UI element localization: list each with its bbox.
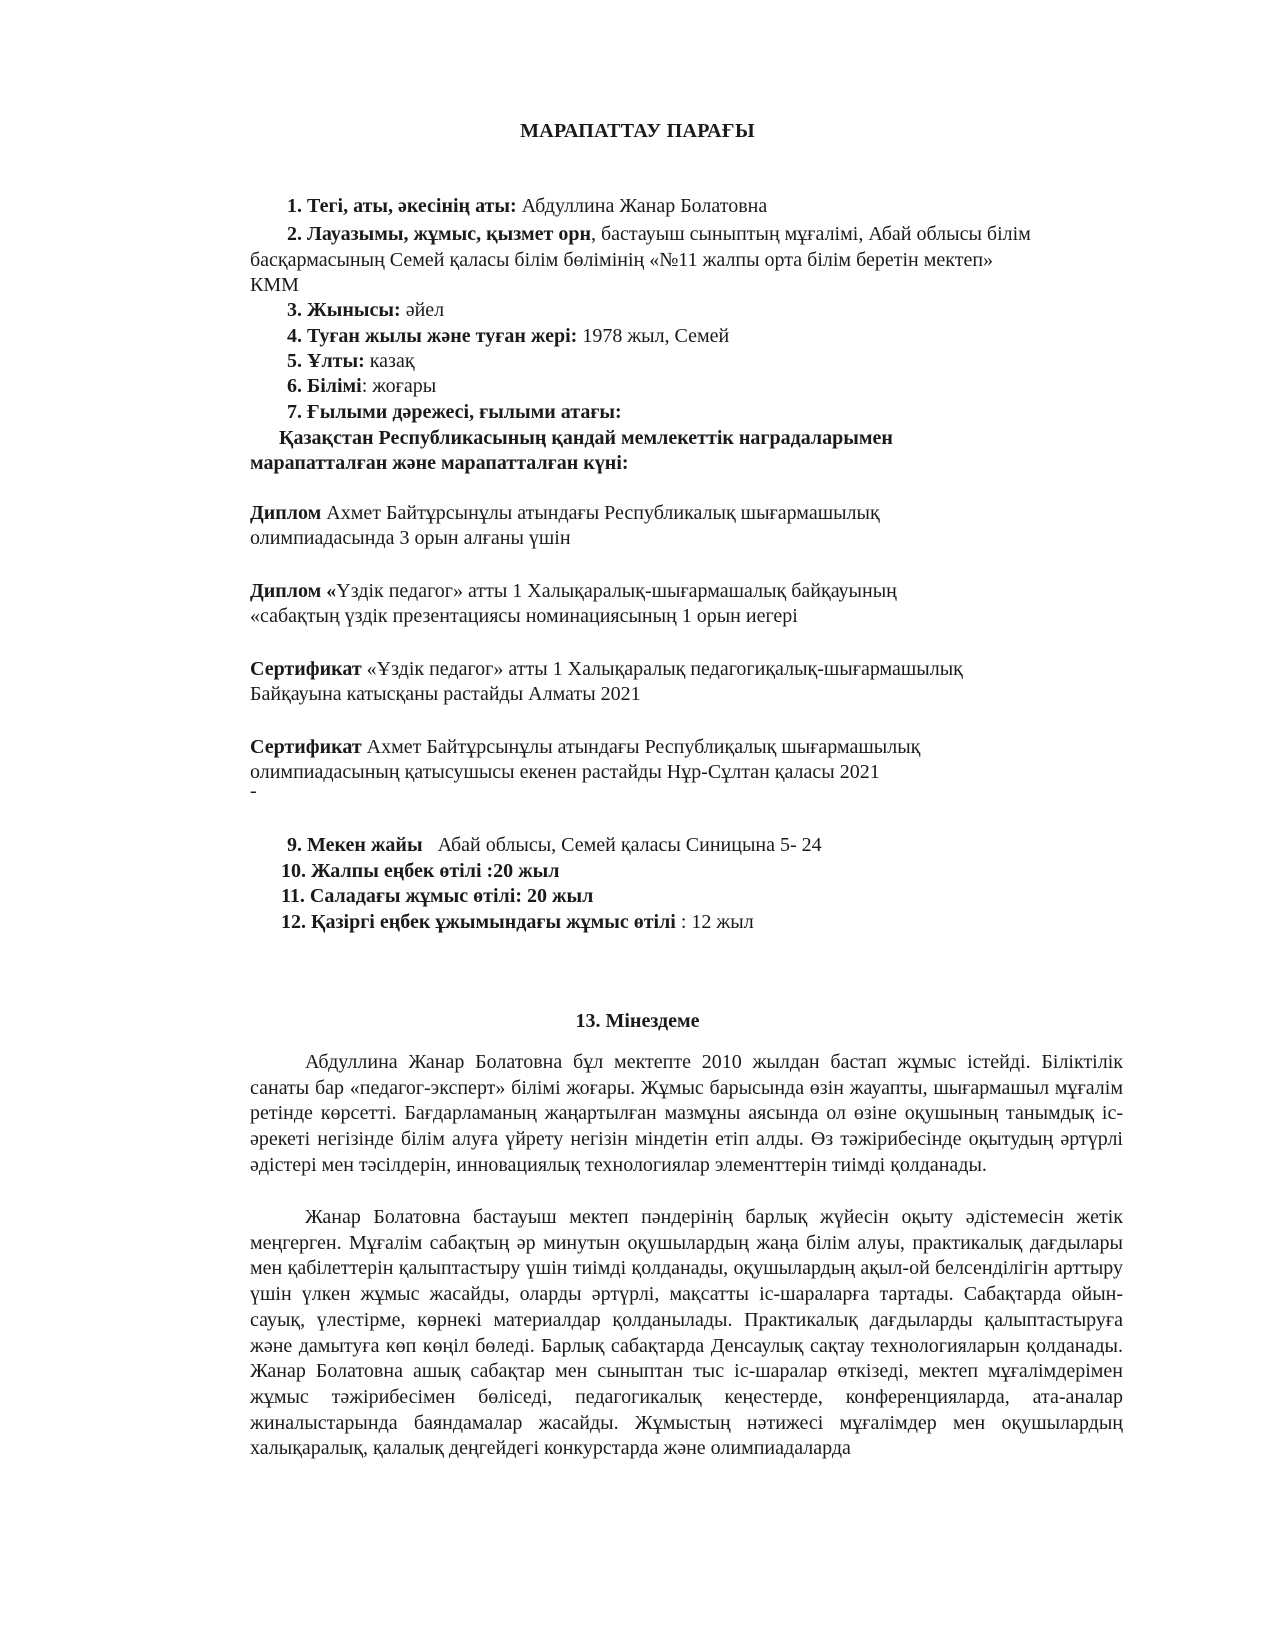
- field-10-total-experience: 10. Жалпы еңбек өтілі :20 жыл: [281, 860, 560, 882]
- section-13-title: 13. Мінездеме: [575, 1010, 700, 1032]
- field-1-full-name: 1. Тегі, аты, әкесінің аты: Абдуллина Жанар Болатовна: [287, 195, 768, 217]
- field-2-position: 2. Лауазымы, жұмыс, қызмет орн, бастауыш сыныптың мұғалімі, Абай облысы білім: [287, 223, 1031, 245]
- field-4-birth: 4. Туған жылы және туған жері: 1978 жыл, Семей: [287, 325, 730, 347]
- award-2-line2: «сабақтың үздік презентациясы номинациясының 1 орын иегері: [250, 605, 798, 627]
- field-9-address: 9. Мекен жайы Абай облысы, Семей қаласы Синицына 5- 24: [287, 834, 822, 856]
- characteristic-paragraph-1: Абдуллина Жанар Болатовна бұл мектепте 2010 жылдан бастап жұмыс істейді. Біліктілік санаты бар «педагог-эксперт» білімі жоғары. Жұмыс барысында өзін жауапты, шығармашыл мұғалім ретінде көрсетті. Бағдарламаның жаңартылған мазмұны аясында ол өзіне оқушының танымдық іс-әрекеті негізінде білім алуға үйрету негізін міндетін етіп алды. Өз тәжірибесінде оқытудың әртүрлі әдістері мен тәсілдерін, инновациялық технологиялар элементтерін тиімді қолданады.: [250, 1051, 1123, 1176]
- award-4: Сертификат Ахмет Байтұрсынұлы атындағы Республиқалық шығармашылық: [250, 736, 921, 758]
- award-2: Диплом «Үздік педагог» атты 1 Халықаралық-шығармашалық байқауының: [250, 580, 897, 602]
- document-title: МАРАПАТТАУ ПАРАҒЫ: [520, 120, 755, 142]
- characteristic-paragraph-2: Жанар Болатовна бастауыш мектеп пәндерінің барлық жүйесін оқыту әдістемесін жетік меңгерген. Мұғалім сабақтың әр минутын оқушылардың жаңа білім алуы, практикалық дағдылары мен қабілеттерін қалыптастыру үшін тиімді қолданады, оқушылардың ақыл-ой белсенділігін арттыру үшін үлкен жұмыс жасайды, оларды әртүрлі, мақсатты іс-шараларға тартады. Сабақтарда ойын-сауық, үлестірме, көрнекі материалдар қолданылады. Практикалық дағдыларды қалыптастыруға және дамытуға көп көңіл бөледі. Барлық сабақтарда Денсаулық сақтау технологияларын қолданады. Жанар Болатовна ашық сабақтар мен сыныптан тыс іс-шаралар өткізеді, мектеп мұғалімдерімен жұмыс тәжірибесімен бөліседі, педагогикалық кеңестерде, конференцияларда, ата-аналар жиналыстарында баяндамалар жасайды. Жұмыстың нәтижесі мұғалімдер мен оқушылардың халықаралық, қалалық деңгейдегі конкурстарда және олимпиадаларда: [250, 1206, 1123, 1460]
- dash-mark: -: [250, 780, 257, 802]
- field-7-degree: 7. Ғылыми дәрежесі, ғылыми атағы:: [287, 401, 622, 423]
- field-8-awards-heading-line2: марапатталған және марапатталған күні:: [250, 452, 629, 474]
- award-4-line2: олимпиадасының қатысушысы екенен растайды Нұр-Сұлтан қаласы 2021: [250, 761, 880, 783]
- field-5-nationality: 5. Ұлты: казақ: [287, 350, 415, 372]
- award-3: Сертификат «Ұздік педагог» атты 1 Халықаралық педагогиқалық-шығармашылық: [250, 658, 963, 680]
- field-11-field-experience: 11. Саладағы жұмыс өтілі: 20 жыл: [281, 885, 594, 907]
- field-3-gender: 3. Жынысы: әйел: [287, 299, 445, 321]
- field-2-position-line2: басқармасының Семей қаласы білім бөлімінің «№11 жалпы орта білім беретін мектеп»: [250, 249, 994, 271]
- field-8-awards-heading: Қазақстан Республикасының қандай мемлекеттік наградаларымен: [279, 427, 893, 449]
- field-2-position-line3: КММ: [250, 274, 299, 296]
- award-1-line2: олимпиадасында 3 орын алғаны үшін: [250, 527, 571, 549]
- field-12-current-experience: 12. Қазіргі еңбек ұжымындағы жұмыс өтілі : 12 жыл: [281, 911, 754, 933]
- award-3-line2: Байқауына катысқаны растайды Алматы 2021: [250, 683, 641, 705]
- field-6-education: 6. Білімі: жоғары: [287, 375, 437, 397]
- award-1: Диплом Ахмет Байтұрсынұлы атындағы Республикалық шығармашылық: [250, 502, 880, 524]
